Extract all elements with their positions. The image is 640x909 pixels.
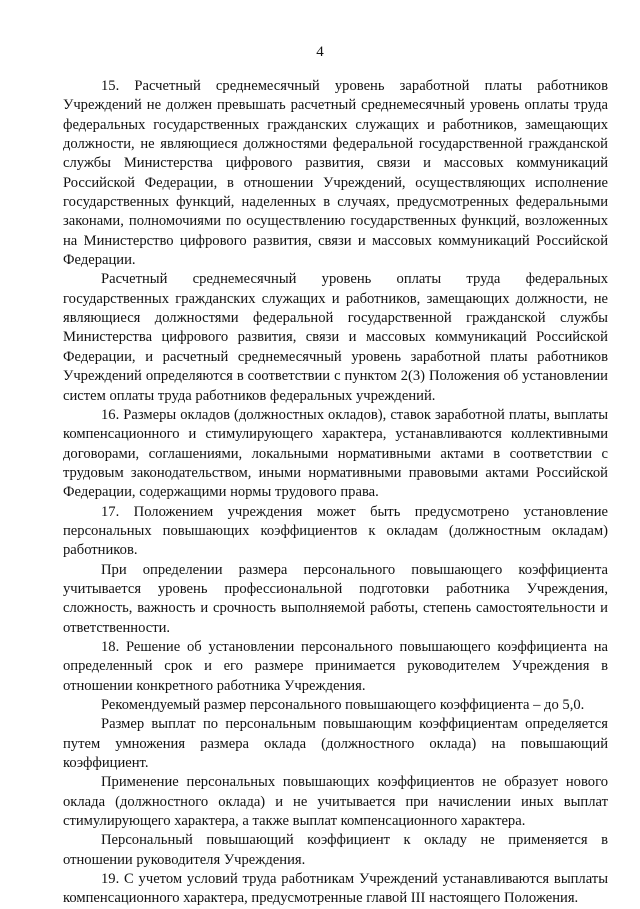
paragraph-18-exclusion: Персональный повышающий коэффициент к окладу не применяется в отношении руководителя Учреждения. [63, 832, 608, 868]
paragraph-19: 19. С учетом условий труда работникам Учреждений устанавливаются выплаты компенсационного характера, предусмотренные главой III настоящего Положения. [63, 871, 608, 907]
paragraph-17-criteria: При определении размера персонального повышающего коэффициента учитывается уровень профессиональной подготовки работника Учреждения, сложность, важность и срочность выполняемой работы, степень самостоятельности и ответственности. [63, 561, 608, 636]
paragraph-17: 17. Положением учреждения может быть предусмотрено установление персональных повышающих коэффициентов к окладам (должностным окладам) работников. [63, 503, 608, 559]
paragraph-18-recommended-size: Рекомендуемый размер персонального повышающего коэффициента – до 5,0. [101, 697, 585, 713]
paragraph-15-calculation: Расчетный среднемесячный уровень оплаты труда федеральных государственных гражданских служащих и работников, замещающих должности, не являющиеся должностями федеральной государственной гражданской службы Министерства цифрового развития, связи и массовых коммуникаций Российской Федерации, и расчетный среднемесячный уровень заработной платы работников Учреждений определяются в соответствии с пунктом 2(3) Положения об установлении систем оплаты труда работников федеральных учреждений. [63, 271, 608, 404]
paragraph-15: 15. Расчетный среднемесячный уровень заработной платы работников Учреждений не должен превышать расчетный среднемесячный уровень оплаты труда федеральных государственных гражданских служащих и работников, замещающих должности, не являющиеся должностями федеральной государственной гражданской службы Министерства цифрового развития, связи и массовых коммуникаций Российской Федерации, в отношении Учреждений, осуществляющих исполнение государственных функций, наделенных в случаях, предусмотренных федеральными законами, полномочиями по осуществлению государственных функций, возложенных на Министерство цифрового развития, связи и массовых коммуникаций Российской Федерации. [63, 78, 608, 269]
paragraph-18-payment-size: Размер выплат по персональным повышающим коэффициентам определяется путем умножения размера оклада (должностного оклада) на повышающий коэффициент. [63, 716, 608, 772]
paragraph-16: 16. Размеры окладов (должностных окладов), ставок заработной платы, выплаты компенсационного и стимулирующего характера, устанавливаются коллективными договорами, соглашениями, локальными нормативными актами в соответствии с трудовым законодательством, иными нормативными правовыми актами Российской Федерации, содержащими нормы трудового права. [63, 406, 608, 501]
document-body [63, 77, 608, 909]
page-number: 4 [316, 44, 324, 60]
paragraph-18: 18. Решение об установлении персонального повышающего коэффициента на определенный срок и его размере принимается руководителем Учреждения в отношении конкретного работника Учреждения. [63, 638, 608, 694]
paragraph-18-application: Применение персональных повышающих коэффициентов не образует нового оклада (должностного оклада) и не учитывается при начислении иных выплат стимулирующего характера, а также выплат компенсационного характера. [63, 774, 608, 830]
